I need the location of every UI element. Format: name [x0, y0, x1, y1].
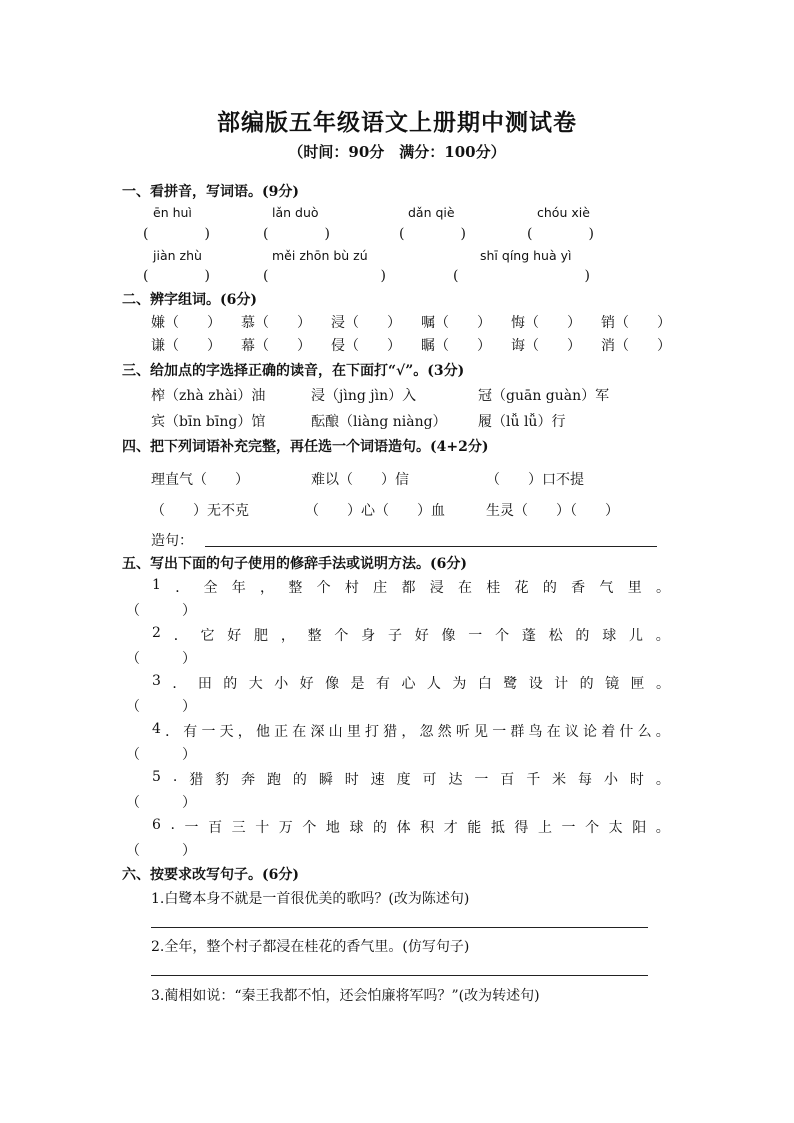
char-item[interactable]: 悔（ ）: [511, 315, 581, 331]
sentence-char: 花: [514, 580, 529, 596]
sentence-char: 像: [441, 628, 456, 644]
sentence-char: 浸: [429, 580, 444, 596]
char-row-1: [151, 312, 671, 332]
sentence-char: 好: [227, 628, 242, 644]
pinyin-4: chóu xiè: [537, 205, 590, 220]
sentence-char: 整: [288, 580, 303, 596]
sentence-char: 小: [603, 772, 618, 788]
sentence-char: 球: [602, 628, 617, 644]
sentence-char: 一: [468, 628, 483, 644]
sentence-char: 鹭: [503, 676, 518, 692]
reading-item[interactable]: 宾（bīn bīng）馆: [151, 414, 266, 430]
sentence-char: 。: [655, 676, 670, 692]
sentence-char: .: [172, 769, 178, 785]
sentence-char: 它: [200, 628, 215, 644]
answer-box-7[interactable]: ( ): [453, 268, 590, 284]
answer-box-1[interactable]: ( ): [143, 226, 210, 242]
sentence-char: 正: [274, 724, 289, 740]
sentence-char: 时: [344, 772, 359, 788]
sentence-char: 年: [231, 580, 246, 596]
idiom-item[interactable]: 难以（ ）信: [311, 472, 409, 488]
char-item[interactable]: 消（ ）: [601, 338, 671, 354]
sentence-char: 然: [437, 724, 452, 740]
sentence-char: 子: [387, 628, 402, 644]
char-item[interactable]: 嘱（ ）: [421, 315, 491, 331]
sentence-char: 庄: [373, 580, 388, 596]
sentence-char: 有: [376, 676, 390, 692]
sentence-char: 的: [223, 676, 238, 692]
char-item[interactable]: 嫌（ ）: [151, 315, 221, 331]
sentence-char: 打: [364, 724, 379, 740]
sentence-char: 气: [599, 580, 614, 596]
sentence-char: 他: [255, 724, 270, 740]
sentence-char: ．: [165, 724, 180, 740]
rhetoric-sentence: [152, 577, 670, 597]
sentence-char: 每: [578, 772, 593, 788]
section-6-heading: 六、按要求改写句子。(6分): [122, 867, 299, 883]
sentence-char: 在: [458, 580, 473, 596]
answer-box-3[interactable]: ( ): [399, 226, 466, 242]
rhetoric-answer[interactable]: （ ）: [126, 651, 196, 667]
char-item[interactable]: 浸（ ）: [331, 315, 401, 331]
idiom-item[interactable]: （ ）口不提: [486, 472, 584, 488]
section-4-heading: 四、把下列词语补充完整，再任选一个词语造句。(4+2分): [122, 439, 489, 455]
rhetoric-answer[interactable]: （ ）: [126, 699, 196, 715]
sentence-char: 桂: [486, 580, 501, 596]
sentence-char: 着: [601, 724, 616, 740]
sentence-char: 么: [637, 724, 652, 740]
sentence-char: 山: [328, 724, 343, 740]
sentence-char: 瞬: [318, 772, 333, 788]
rewrite-item-3: 3.蔺相如说：“秦王我都不怕，还会怕廉将军吗？”(改为转述句): [151, 988, 540, 1004]
idiom-item[interactable]: 理直气（ ）: [151, 472, 249, 488]
sentence-char: 全: [203, 580, 218, 596]
sentence-char: 6: [152, 817, 161, 833]
sentence-char: 里: [346, 724, 361, 740]
rhetoric-answer[interactable]: （ ）: [126, 795, 196, 811]
reading-item[interactable]: 冠（guān guàn）军: [478, 388, 610, 404]
char-row-2: [151, 335, 671, 355]
reading-item[interactable]: 榨（zhà zhài）油: [151, 388, 266, 404]
rhetoric-sentence: [152, 625, 670, 645]
sentence-char: 百: [500, 772, 515, 788]
sentence-char: 猎: [189, 772, 204, 788]
sentence-char: ．: [172, 676, 187, 692]
sentence-char: 个: [334, 628, 349, 644]
sentence-char: ，: [237, 724, 252, 740]
idiom-item[interactable]: 生灵（ ）（ ）: [486, 503, 619, 519]
sentence-char: 是: [350, 676, 365, 692]
sentence-char: 个: [585, 820, 600, 836]
sentence-char: 百: [208, 820, 223, 836]
sentence-char: 积: [420, 820, 435, 836]
idiom-item[interactable]: （ ）无不克: [151, 503, 249, 519]
sentence-char: 上: [537, 820, 552, 836]
section-5-heading: 五、写出下面的句子使用的修辞手法或说明方法。(6分): [122, 556, 467, 572]
sentence-char: 2: [152, 625, 161, 641]
sentence-char: 大: [248, 676, 263, 692]
sentence-char: 身: [361, 628, 376, 644]
sentence-char: 球: [349, 820, 364, 836]
rhetoric-item-5: [152, 769, 670, 789]
sentence-char: ，: [401, 724, 416, 740]
answer-box-6[interactable]: ( ): [263, 268, 386, 284]
sentence-char: 好: [299, 676, 314, 692]
rhetoric-answer[interactable]: （ ）: [126, 843, 196, 859]
sentence-char: 。: [655, 724, 670, 740]
sentence-char: 心: [401, 676, 416, 692]
sentence-char: 论: [583, 724, 598, 740]
section-3-heading: 三、给加点的字选择正确的读音，在下面打“√”。(3分): [122, 363, 465, 379]
sentence-char: 的: [542, 580, 557, 596]
sentence-char: 跑: [266, 772, 281, 788]
sentence-char: 千: [526, 772, 541, 788]
sentence-char: 。: [655, 772, 670, 788]
sentence-char: 3: [152, 673, 161, 689]
sentence-char: ，: [260, 580, 275, 596]
answer-box-4[interactable]: ( ): [527, 226, 594, 242]
pinyin-6: měi zhōn bù zú: [272, 248, 368, 263]
sentence-char: 深: [310, 724, 325, 740]
char-item[interactable]: 销（ ）: [601, 315, 671, 331]
sentence-char: 像: [325, 676, 340, 692]
sentence-char: 鸟: [528, 724, 543, 740]
sentence-char: 蓬: [521, 628, 536, 644]
char-item[interactable]: 瞩（ ）: [421, 338, 491, 354]
sentence-char: 天: [219, 724, 234, 740]
sentence-char: 计: [554, 676, 569, 692]
sentence-char: 米: [552, 772, 567, 788]
sentence-char: 议: [564, 724, 579, 740]
sentence-char: 猎: [383, 724, 398, 740]
section-2-heading: 二、辨字组词。(6分): [122, 292, 257, 308]
sentence-char: 人: [426, 676, 441, 692]
sentence-char: 好: [414, 628, 429, 644]
sentence-char: 抵: [490, 820, 505, 836]
rewrite-item-1: 1.白鹭本身不就是一首很优美的歌吗？(改为陈述句): [151, 891, 470, 907]
sentence-char: 肥: [254, 628, 269, 644]
pinyin-5: jiàn zhù: [153, 248, 202, 263]
char-item[interactable]: 诲（ ）: [511, 338, 581, 354]
rhetoric-sentence: [152, 769, 670, 789]
sentence-char: 个: [316, 580, 331, 596]
rhetoric-item-2: [152, 625, 670, 645]
page-subtitle: （时间：90分 满分：100分）: [288, 143, 506, 161]
rhetoric-item-6: [152, 817, 670, 837]
sentence-char: 镜: [605, 676, 620, 692]
sentence-char: 香: [571, 580, 586, 596]
sentence-char: 什: [619, 724, 634, 740]
sentence-char: 个: [495, 628, 510, 644]
sentence-char: 个: [302, 820, 317, 836]
sentence-label: 造句：: [151, 533, 193, 549]
sentence-char: 达: [448, 772, 463, 788]
sentence-char: 为: [452, 676, 467, 692]
sentence-char: 小: [274, 676, 289, 692]
rhetoric-sentence: [152, 721, 670, 741]
sentence-char: 。: [655, 628, 670, 644]
rhetoric-item-1: [152, 577, 670, 597]
rhetoric-sentence: [152, 673, 670, 693]
char-item[interactable]: 慕（ ）: [241, 315, 311, 331]
rhetoric-sentence: [152, 817, 670, 837]
sentence-char: 的: [575, 628, 590, 644]
sentence-char: 可: [422, 772, 437, 788]
sentence-char: 里: [627, 580, 642, 596]
sentence-char: 度: [396, 772, 411, 788]
sentence-char: 的: [579, 676, 594, 692]
rewrite-answer-line[interactable]: [151, 927, 648, 928]
sentence-char: 一: [492, 724, 507, 740]
sentence-char: 奔: [241, 772, 256, 788]
answer-box-2[interactable]: ( ): [263, 226, 330, 242]
sentence-char: 设: [528, 676, 543, 692]
char-item[interactable]: 幕（ ）: [241, 338, 311, 354]
sentence-char: 十: [255, 820, 270, 836]
pinyin-3: dǎn qiè: [408, 205, 455, 220]
reading-item[interactable]: 酝酿（liàng niàng）: [311, 414, 447, 430]
rhetoric-answer[interactable]: （ ）: [126, 747, 196, 763]
page-title: 部编版五年级语文上册期中测试卷: [217, 109, 577, 136]
sentence-char: 整: [307, 628, 322, 644]
sentence-char: 在: [292, 724, 307, 740]
sentence-char: 万: [278, 820, 293, 836]
sentence-char: 忽: [419, 724, 434, 740]
pinyin-7: shī qíng huà yì: [480, 248, 572, 263]
reading-item[interactable]: 浸（jìng jìn）入: [311, 388, 417, 404]
sentence-char: 村: [344, 580, 359, 596]
sentence-char: 得: [514, 820, 529, 836]
sentence-char: 匣: [630, 676, 645, 692]
sentence-char: 一: [201, 724, 216, 740]
sentence-answer-line[interactable]: [205, 546, 657, 547]
sentence-char: .: [170, 817, 175, 833]
sentence-char: 群: [510, 724, 525, 740]
sentence-char: 。: [655, 820, 670, 836]
sentence-char: 松: [548, 628, 563, 644]
sentence-char: 听: [455, 724, 470, 740]
sentence-char: 能: [467, 820, 482, 836]
sentence-char: 阳: [632, 820, 647, 836]
sentence-char: 一: [561, 820, 576, 836]
sentence-char: ．: [173, 628, 188, 644]
sentence-char: 白: [477, 676, 492, 692]
sentence-char: 4: [152, 721, 161, 737]
rewrite-answer-line[interactable]: [151, 975, 648, 976]
sentence-char: 田: [197, 676, 212, 692]
sentence-char: ，: [280, 628, 295, 644]
sentence-char: 速: [370, 772, 385, 788]
sentence-char: 的: [292, 772, 307, 788]
char-item[interactable]: 谦（ ）: [151, 338, 221, 354]
sentence-char: 才: [443, 820, 458, 836]
answer-box-5[interactable]: ( ): [143, 268, 210, 284]
reading-item[interactable]: 履（lǚ lǚ）行: [478, 414, 566, 430]
sentence-char: 有: [183, 724, 198, 740]
section-1-heading: 一、看拼音，写词语。(9分): [122, 184, 299, 200]
sentence-char: 时: [629, 772, 644, 788]
rhetoric-item-3: [152, 673, 670, 693]
sentence-char: 三: [231, 820, 246, 836]
rewrite-item-2: 2.全年，整个村子都浸在桂花的香气里。(仿写句子): [151, 939, 470, 955]
sentence-char: 体: [396, 820, 411, 836]
sentence-char: 一: [184, 820, 199, 836]
sentence-char: 豹: [215, 772, 230, 788]
char-item[interactable]: 侵（ ）: [331, 338, 401, 354]
pinyin-1: ēn huì: [153, 205, 192, 220]
rhetoric-item-4: [152, 721, 670, 741]
sentence-char: 在: [546, 724, 561, 740]
sentence-char: 都: [401, 580, 416, 596]
rhetoric-answer[interactable]: （ ）: [126, 603, 196, 619]
sentence-char: 。: [655, 580, 670, 596]
idiom-item[interactable]: （ ）心（ ）血: [305, 503, 445, 519]
sentence-char: 太: [608, 820, 623, 836]
sentence-char: 1: [152, 577, 161, 593]
sentence-char: 地: [325, 820, 340, 836]
sentence-char: 的: [373, 820, 387, 836]
pinyin-2: lǎn duò: [272, 205, 319, 220]
sentence-char: 见: [474, 724, 489, 740]
sentence-char: ．: [175, 580, 190, 596]
sentence-char: 儿: [628, 628, 643, 644]
sentence-char: 一: [474, 772, 489, 788]
sentence-char: 5: [152, 769, 161, 785]
